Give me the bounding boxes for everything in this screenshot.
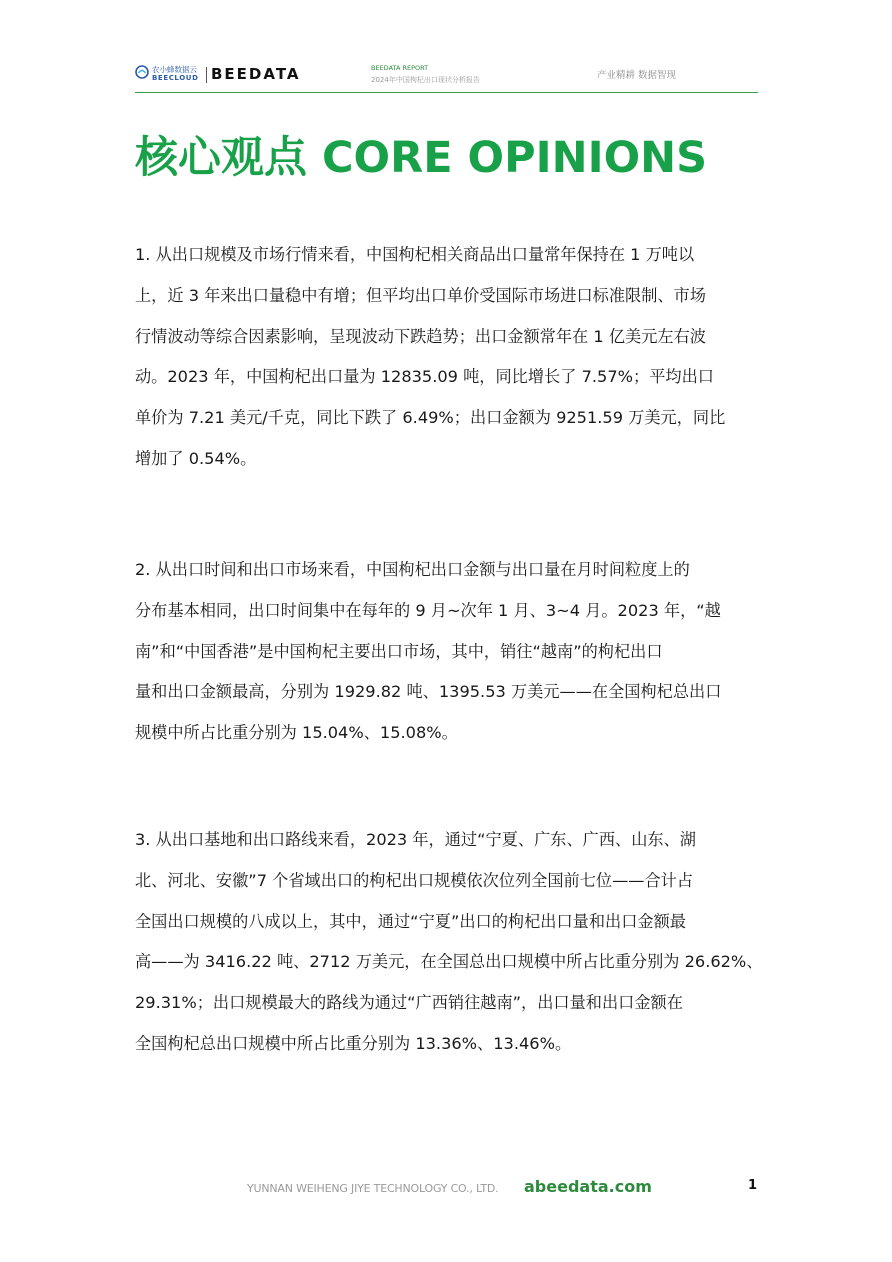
- opinion-paragraph-3: [135, 820, 763, 1065]
- paragraph-line: 全国出口规模的八成以上，其中，通过“宁夏”出口的枸杞出口量和出口金额最: [135, 911, 686, 931]
- footer-website: abeedata.com: [524, 1177, 652, 1196]
- paragraph-line: 单价为 7.21 美元/千克，同比下跌了 6.49%；出口金额为 9251.59 万美元，同比: [135, 408, 726, 428]
- paragraph-line: 量和出口金额最高，分别为 1929.82 吨、1395.53 万美元——在全国枸杞总出口: [135, 682, 722, 702]
- paragraph-line: 3. 从出口基地和出口路线来看，2023 年，通过“宁夏、广东、广西、山东、湖: [135, 830, 696, 849]
- paragraph-line: 南”和“中国香港”是中国枸杞主要出口市场，其中，销往“越南”的枸杞出口: [135, 641, 663, 661]
- paragraph-line: 高——为 3416.22 吨、2712 万美元，在全国总出口规模中所占比重分别为 26.62%、: [135, 952, 763, 972]
- beecloud-logo-en: BEECLOUD: [152, 74, 199, 82]
- header-tagline: 产业精耕 数据智现: [597, 70, 677, 81]
- paragraph-line: 29.31%；出口规模最大的路线为通过“广西销往越南”，出口量和出口金额在: [135, 993, 683, 1013]
- paragraph-line: 全国枸杞总出口规模中所占比重分别为 13.36%、13.46%。: [135, 1033, 572, 1053]
- paragraph-line: 北、河北、安徽”7 个省域出口的枸杞出口规模依次位列全国前七位——合计占: [135, 870, 694, 890]
- paragraph-line: 2. 从出口时间和出口市场来看，中国枸杞出口金额与出口量在月时间粒度上的: [135, 560, 690, 579]
- report-label-en: BEEDATA REPORT: [371, 64, 429, 72]
- page-header: [135, 60, 758, 93]
- beedata-logo: BEEDATA: [211, 65, 301, 83]
- beecloud-logo: [135, 64, 201, 86]
- report-label-cn: 2024年中国枸杞出口现状分析报告: [371, 76, 480, 84]
- logo-divider: [206, 67, 207, 83]
- opinion-paragraph-2: [135, 550, 760, 754]
- page-number: 1: [748, 1178, 758, 1193]
- beecloud-logo-icon: [135, 65, 149, 79]
- paragraph-line: 行情波动等综合因素影响，呈现波动下跌趋势；出口金额常年在 1 亿美元左右波: [135, 326, 706, 346]
- paragraph-line: 分布基本相同，出口时间集中在每年的 9 月~次年 1 月、3~4 月。2023 年，“越: [135, 600, 721, 620]
- opinion-paragraph-1: [135, 235, 760, 480]
- paragraph-line: 上，近 3 年来出口量稳中有增；但平均出口单价受国际市场进口标准限制、市场: [135, 285, 706, 305]
- paragraph-line: 动。2023 年，中国枸杞出口量为 12835.09 吨，同比增长了 7.57%；平均出口: [135, 367, 714, 387]
- paragraph-line: 1. 从出口规模及市场行情来看，中国枸杞相关商品出口量常年保持在 1 万吨以: [135, 245, 695, 264]
- paragraph-line: 增加了 0.54%。: [135, 448, 257, 468]
- beecloud-logo-cn: 农小蜂数据云: [152, 65, 197, 74]
- paragraph-line: 规模中所占比重分别为 15.04%、15.08%。: [135, 723, 458, 743]
- footer-company-name: YUNNAN WEIHENG JIYE TECHNOLOGY CO., LTD.: [247, 1182, 499, 1195]
- page-title: 核心观点 CORE OPINIONS: [135, 133, 708, 183]
